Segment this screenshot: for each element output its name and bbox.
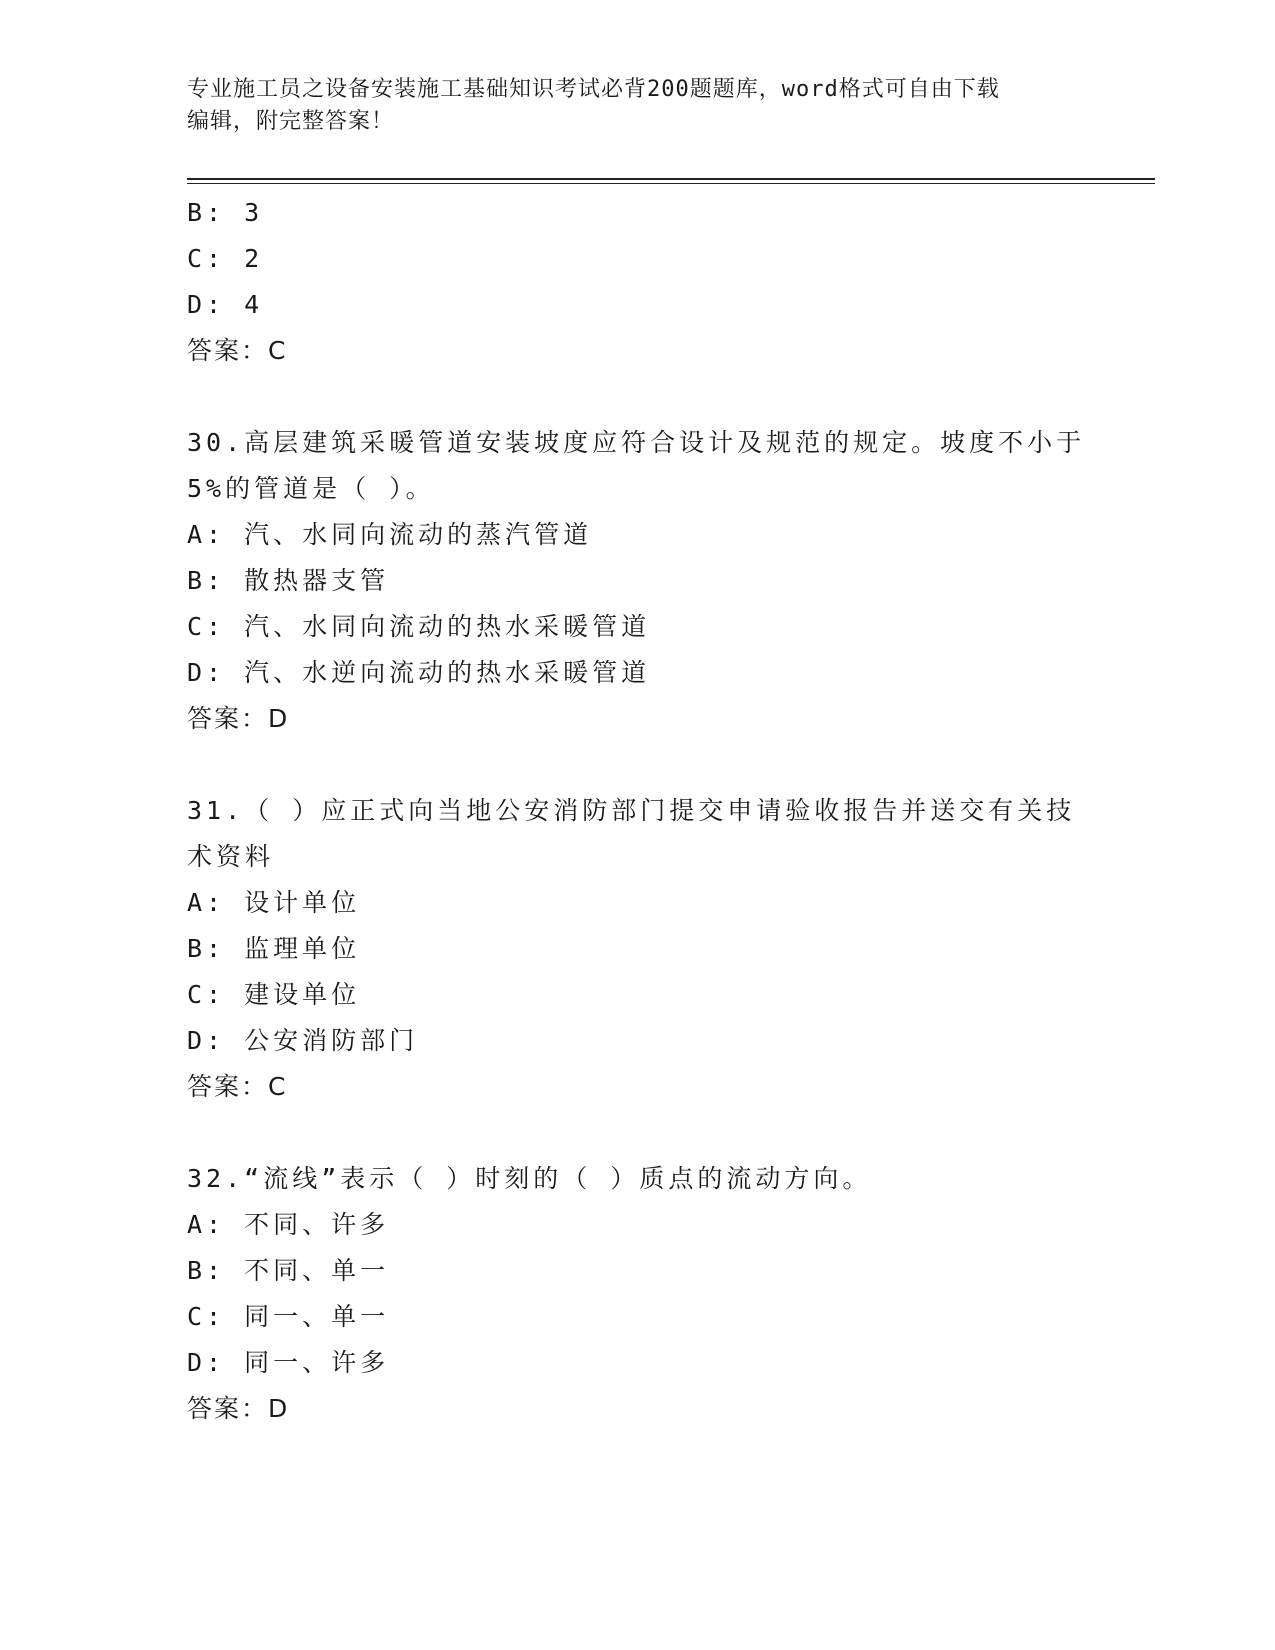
question-stem: 5%的管道是（ ）。: [187, 474, 435, 503]
option-line: A: 设计单位: [187, 888, 361, 917]
option-line: B: 不同、单一: [187, 1256, 390, 1285]
header-divider: [187, 178, 1155, 180]
option-line: C: 2: [187, 244, 264, 273]
option-line: B: 散热器支管: [187, 566, 390, 595]
option-line: B: 3: [187, 198, 264, 227]
option-line: D: 公安消防部门: [187, 1026, 419, 1055]
header-line-2: 编辑，附完整答案！: [187, 109, 395, 134]
option-line: B: 监理单位: [187, 934, 361, 963]
answer-line: 答案：D: [187, 704, 290, 733]
option-line: D: 4: [187, 290, 264, 319]
option-line: D: 同一、许多: [187, 1348, 390, 1377]
answer-line: 答案：C: [187, 1072, 288, 1101]
option-line: D: 汽、水逆向流动的热水采暖管道: [187, 658, 651, 687]
question-stem: 31.（ ）应正式向当地公安消防部门提交申请验收报告并送交有关技: [187, 796, 1076, 825]
option-line: A: 汽、水同向流动的蒸汽管道: [187, 520, 593, 549]
answer-line: 答案：C: [187, 336, 288, 365]
question-block-32: [187, 1156, 1087, 1432]
question-stem: 32.“流线”表示（ ）时刻的（ ）质点的流动方向。: [187, 1164, 872, 1193]
question-block-31: [187, 788, 1087, 1110]
answer-line: 答案：D: [187, 1394, 290, 1423]
header-line-1: 专业施工员之设备安装施工基础知识考试必背200题题库，word格式可自由下载: [187, 77, 1000, 102]
document-header: [187, 74, 1087, 138]
option-line: C: 建设单位: [187, 980, 361, 1009]
option-line: C: 同一、单一: [187, 1302, 390, 1331]
header-divider-thin: [187, 183, 1155, 184]
question-block-30: [187, 420, 1087, 742]
question-list: [187, 190, 1087, 1432]
question-block-29: [187, 190, 1087, 374]
question-stem: 术资料: [187, 842, 275, 871]
question-stem: 30.高层建筑采暖管道安装坡度应符合设计及规范的规定。坡度不小于: [187, 428, 1086, 457]
option-line: A: 不同、许多: [187, 1210, 390, 1239]
option-line: C: 汽、水同向流动的热水采暖管道: [187, 612, 651, 641]
